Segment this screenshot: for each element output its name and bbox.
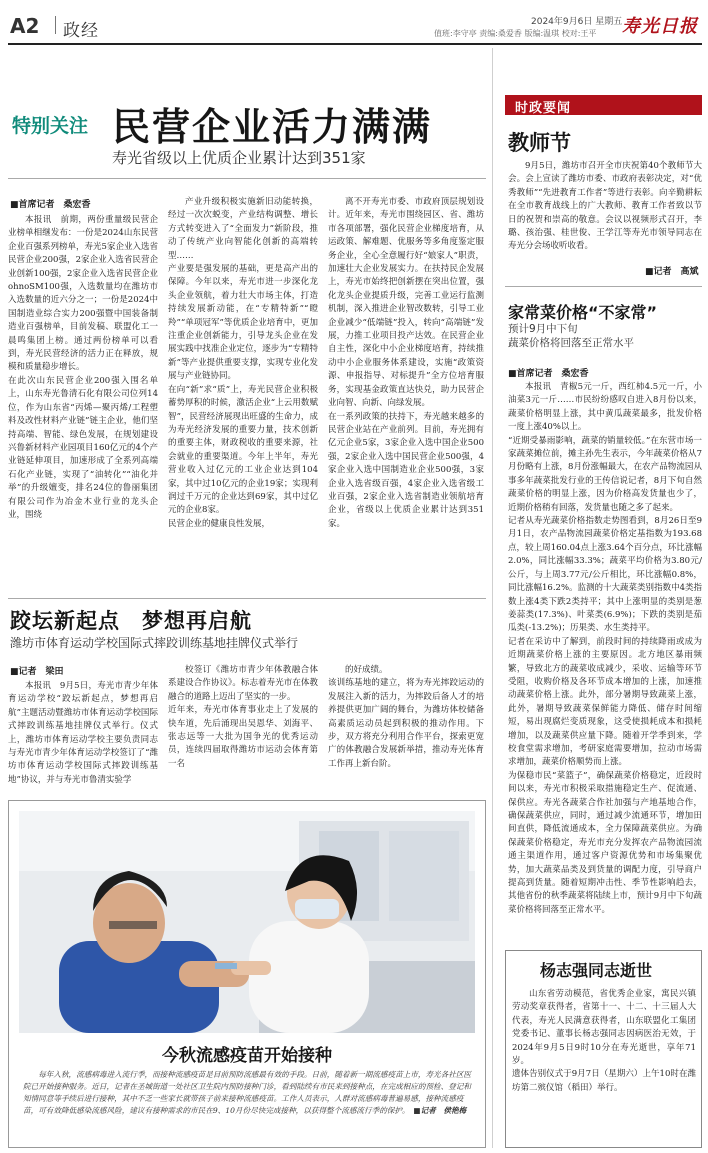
veg-price-body: 本报讯 青椒5元一斤，西红柿4.5元一斤，小油菜3元一斤……市民纷纷感叹自进入8月份以来，蔬菜价格明显上涨，其中黄瓜蔬菜最多，批发价格一度上涨40%以上。 “近期受暴雨影响，蔬菜的销量较低。”在东营市场一家蔬菜摊位前，摊主孙先生表示，今年蔬菜价格从7月份略有上涨，8月份涨幅最大，在农产品物流园从事多年蔬菜批发行业的王传信说记者，8月下旬自然蔬菜价格的明显上涨，因为价格高发货量也少了，近期价格稍有回落，发货量也随之多了起来。 记者从寿光蔬菜价格指数走势图看到，8月26日至9月1日，农产品物流园蔬菜价格定基指数为193.68点，较上周160.04点上涨3.64个百分点，环比涨幅2.0%，同比涨幅33.3%；蔬菜平均价格为3.80元/公斤，与上周3.77元/公斤相比，环比涨幅0.8%，同比涨幅16.2%。监测的十大蔬菜类别指数中4类指数上涨4类下跌2类持平；其中上涨明显的类别是葱姜蒜类(17.3%)、叶菜类(6.9%)；下跌的类别是茄瓜类(-13.2%)；历果类、水生类持平。 记者在采访中了解到，前段时间的持续降雨或成为近期蔬菜价格上涨的主要原因。北方地区暴雨频繁，导致北方的蔬菜收成减少，采收、运输等环节受阻，收购价格及各环节成本增加的上涨，加速推动蔬菜价格上涨。此外，部分暑期导致蔬菜上涨，此外，暑期导致蔬菜保鲜能力降低、储存时间缩短，易出现腐烂变质现象，这受使损耗成本和损耗增加，以及蔬菜供应量下降。随着开学季到来，学校食堂需求增加，考研家庭需要增加，拉动市场需求增加，蔬菜价格顺势而上涨。 为保稳市民“菜篮子”，确保蔬菜价格稳定，近段时间以来，寿光市积极采取措施稳定生产、促流通、保供应。寿光各蔬菜合作社加强与产地基地合作，确保蔬菜供应，同时，通过减少流通环节，增加田间直供，降低流通成本，全力保障蔬菜供应。为确保蔬菜价格稳定，寿光市充分发挥农产品物流园流通主渠道作用，通过客户资源优势和市场集聚优势，加大蔬菜品类及到货量的调配力度，引导商户提高到货量。随着短期冲击性、季节性影响趋去，其他省份的秋季蔬菜将陆续上市，预计9月中下旬蔬菜价格将回落至正常水平。	[508, 382, 702, 915]
lead-headline: 民营企业活力满满	[112, 105, 433, 149]
story2-headline: 跤坛新起点 梦想再启航	[10, 609, 252, 633]
teachers-day-body: 9月5日，潍坊市召开全市庆祝第40个教师节大会。会上宣读了潍坊市委、市政府表彰决定，对“优秀教师”“先进教育工作者”等进行表彰。向辛勤耕耘在全市教育战线上的广大教师、教育工作者致以节日的祝贺和崇高的敬意。会议以视频形式召开，李璐、孩治强、桂世俊、王学江等寿光市领导同志在寿光分会场收听收看。	[508, 161, 702, 252]
photo-caption-title: 今秋流感疫苗开始接种	[162, 1046, 332, 1066]
obituary-body: 山东省劳动模范，省优秀企业家，寓民兴镇劳动奖章获得者，省第十一、十二、十三届人大代表，寿光人民满意获得者，山东联盟化工集团党委书记、董事长杨志强同志因病医治无效，于2024年9月5日9时10分在寿光逝世，享年71岁。 遗体告别仪式于9月7日（星期六）上午10时在潍坊第二殡仪馆（稻田）举行。	[512, 989, 696, 1093]
right-rule-1	[505, 286, 702, 287]
teachers-day-headline: 教师节	[508, 131, 571, 155]
news-banner-label: 时政要闻	[515, 101, 572, 116]
lead-subhead: 寿光省级以上优质企业累计达到351家	[112, 149, 366, 167]
lead-body-col3: 离不开寿光市委、市政府顶层规划设计。近年来，寿光市围绕园区、省、潍坊市各项部署，强化民营企业梯度培育，从运政策、解难题、优服务等多角度鉴定服务企业，全心全意履行好“娘家人”职责，加速壮大企业发展实力。在扶持民企发展上，寿光市始终把创新摆在突出位置，强化龙头企业提质升级，完善工业运行监测机制，深入推进企业智改数转，引导工业企业减少“低端链”投入，转向“高端链”发展，力推工业项目投产达效。在民营企业自主性，深化中小企业梯度培育，持续推动中小企业服务体系建设，实施“政策资源、申报指导、对标提升”全方位培育服务，实现基金政策直达快兑，助力民营企业向智、向新、向绿发展。 在一系列政策的扶持下，寿光越来越多的民营企业站在产业前列。目前，寿光拥有亿元企业5家，3家企业入选中国企业500强，2家企业入选中国民营企业500强，4家企业入选中国制造业企业500强，3家企业入选省级百强，4家企业入选省级工业百强，2家企业入选省制造业领航培育企业，省级以上优质企业累计达到351家。	[328, 197, 484, 529]
staff-credits: 值班:李守亭 责编:桑爱香 版编:温琪 校对:王平	[434, 29, 597, 38]
special-focus-tag: 特别关注	[12, 115, 89, 137]
vaccination-photo	[19, 811, 475, 1033]
obituary-headline: 杨志强同志逝世	[540, 961, 653, 980]
veg-price-sub1: 预计9月中下旬	[508, 323, 578, 335]
veg-price-sub2: 蔬菜价格将回落至正常水平	[508, 337, 634, 349]
veg-price-byline: ■首席记者 桑宏香	[508, 369, 589, 379]
story2-body-col1: 本报讯 9月5日，寿光市青少年体育运动学校“跤坛新起点，梦想再启航”主题活动暨潍坊市体育运动学校国际式摔跤训练基地挂牌仪式举行。仪式上，潍坊市体育运动学校主要负责同志与寿光市青少年体育运动学校签订了“潍坊市体育运动学校国际式摔跤训练基地”协议，并与寿光市鲁清实验学	[8, 681, 158, 785]
photo-story	[8, 800, 486, 1148]
header-rule	[8, 43, 702, 45]
teachers-day-byline: ■记者 高斌	[645, 267, 699, 277]
story2-byline: ■记者 梁田	[10, 667, 64, 677]
section-name: 政经	[63, 21, 99, 41]
lead-rule	[8, 178, 486, 179]
lead-byline: ■首席记者 桑宏香	[10, 200, 91, 210]
page-header	[0, 0, 708, 42]
lead-body-col2: 产业升级积极实施新旧动能转换，经过一次次蜕变，产业结构调整、增长方式转变进入了“全面发力”新阶段，推动了传统产业向智能化创新的高端转型…… 产业要是强发展的基础，更是高产出的保障。今年以来，寿光市进一步深化龙头企业领航，着力壮大市场主体，打造持续发展新动能，在“专精特新”“瞪羚”“单项冠军”等优质企业培育中，更加注重企业创新能力，引导龙头企业在发展实践中找准企业定位，逐步为“专精特新”等产业提供重要支撑，实现专业化发展与产业链协同。 在向“新”求“质”上，寿光民营企业积极蓄势厚积的时候，激活企业“上云用数赋智”，民营经济展现出旺盛的生命力，成为寿光经济发展的重要力量，技术创新的重要主体，财政税收的重要来源，社会就业的重要渠道。今年上半年，寿光营业收入过亿元的工业企业达到104家，其中过10亿元的企业19家；实现利润过千万元的企业达到69家，其中过亿元的企业8家。 民营企业的健康良性发展，	[168, 197, 318, 529]
veg-price-headline: 家常菜价格“不家常”	[508, 303, 658, 322]
story2-subhead: 潍坊市体育运动学校国际式摔跤训练基地挂牌仪式举行	[10, 636, 299, 650]
header-divider	[55, 16, 56, 34]
news-banner	[505, 95, 702, 115]
photo-caption-body	[23, 1069, 473, 1145]
story2-body-col2: 校签订《潍坊市青少年体教融合体系建设合作协议》。标志着寿光市在体教融合的道路上迈出了坚实的一步。 近年来，寿光市体育事业走上了发展的快车道，先后涌现出吴恩华、刘海平、张志远等一大批为国争光的优秀运动员，连续四届取得潍坊市运动会体育第一名	[168, 665, 318, 769]
photo-caption-byline: ■记者 侯艳梅	[413, 1106, 467, 1115]
story2-body-col3: 的好成绩。 该训练基地的建立，将为寿光摔跤运动的发展注入新的活力，为摔跤后备人才的培养提供更加广阔的舞台，为潍坊体校储备高素质运动员起到积极的推动作用。下步，双方将充分利用合作平台，探索更宽广的体教融合发展新举措，推动寿光体育工作再上新台阶。	[328, 665, 484, 769]
photo-caption-text: 每年入秋，流感病毒进入流行季，而接种流感疫苗是目前预防流感最有效的手段。日前，随着新一期流感疫苗上市，寿光各社区医院已开始接种服务。近日，记者在圣城街道一处社区卫生院内预防接种门诊，看到陆续有市民来到接种点，在完成相应的预检、登记和知情同意等手续后进行接种，其中不乏一些家长就带孩子前来接种流感疫苗。工作人员表示，人群对流感病毒普遍易感，接种流感疫苗，可有效降低感染流感风险，建议有接种需求的市民在9、10月份尽快完成接种，以获得整个流感流行季的保护。	[23, 1070, 472, 1115]
lead-body-col1: 本报讯 前期，两份重量级民营企业榜单相继发布：一份是2024山东民营企业百强系列榜单，寿光5家企业入选省民营企业200强，2家企业入选省民营企业创新100强，2家企业入选省民营企业ohnoSM100强，入选数量均在潍坊市入选数量的近六分之一；一份是2024中国制造业综合实力200强暨中国装备制造业百强榜单，目前发稿、联盟化工一晨鸣集团上榜。通过两份榜单可以看到，寿光民营经济的活力正在释放，规模和质量稳步增长。 在此次山东民营企业200强入围名单上，山东寿光鲁清石化有限公司位列14位，作为山东省“丙烯—聚丙烯/工程塑料及改性材料产业链”链主企业，他们坚持高端、智能、绿色发展，在规划建设兴鲁新材料产业园项目160亿元的4个产业链延伸项目，加速形成了全系列高端石化产业链，实现了“油转化”“油化并举”的升级嬗变，排名24位的鲁丽集团有限公司作为冶金木业行业的龙头企业，围绕	[8, 215, 158, 520]
page-number: A2	[10, 14, 40, 38]
story2-rule	[8, 598, 486, 599]
newspaper-logo: 寿光日报	[622, 16, 698, 37]
column-separator	[492, 48, 493, 1148]
issue-date: 2024年9月6日 星期五	[531, 17, 623, 27]
